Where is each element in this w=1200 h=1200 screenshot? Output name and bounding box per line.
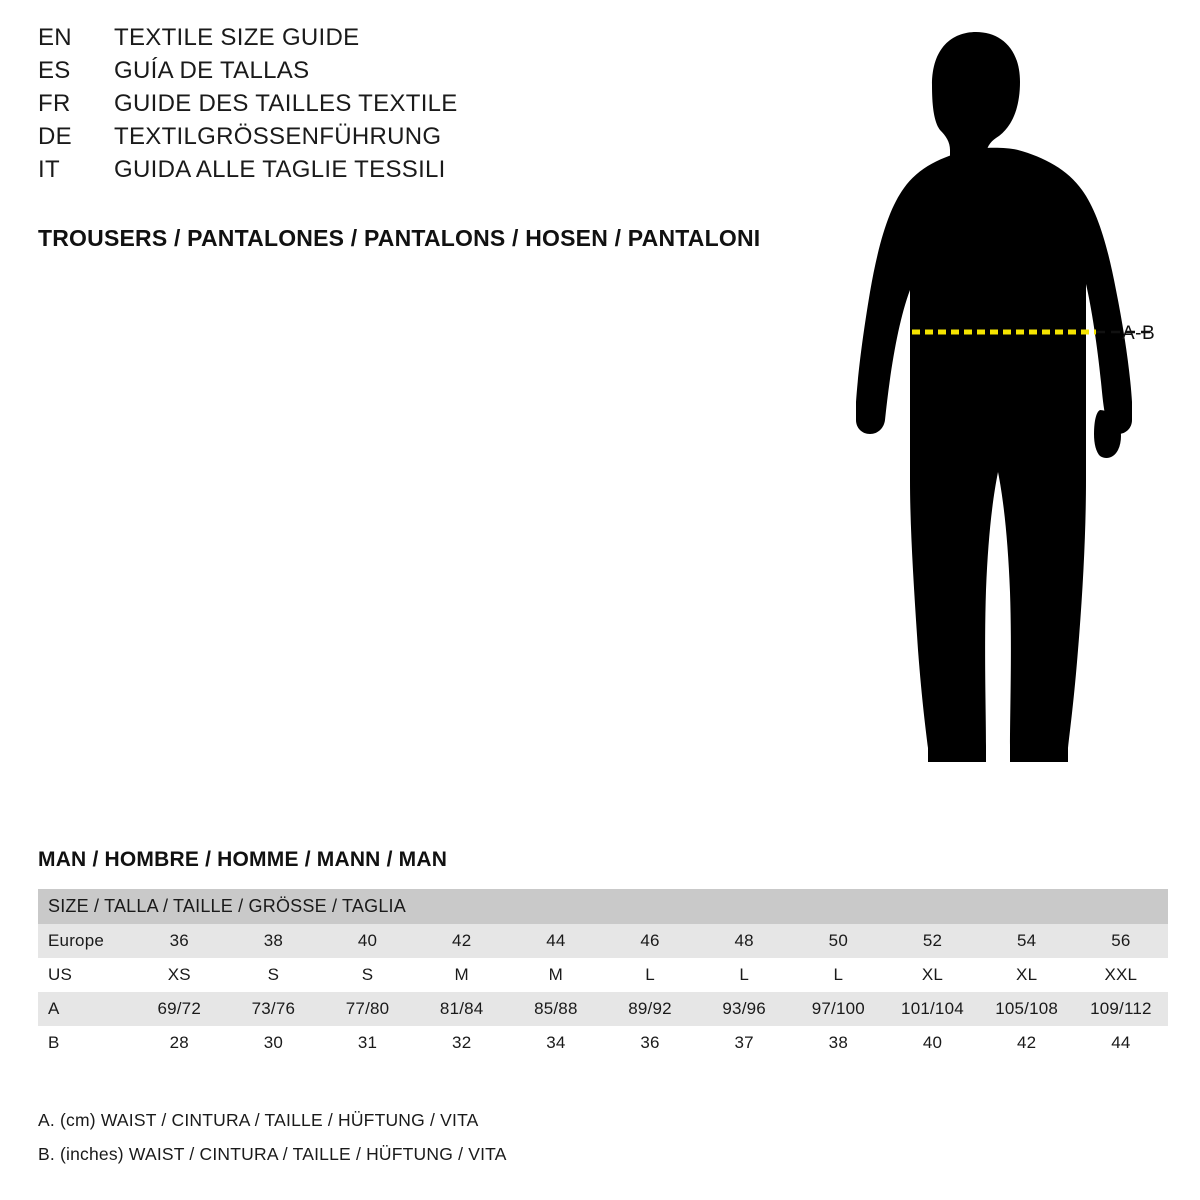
table-cell: 73/76 — [226, 992, 320, 1026]
table-row — [38, 1026, 1168, 1060]
male-silhouette-icon — [800, 10, 1200, 810]
language-code: DE — [38, 123, 72, 150]
language-code: ES — [38, 57, 71, 84]
language-title-block — [38, 26, 798, 191]
table-cell: 56 — [1074, 924, 1168, 958]
table-cell: 93/96 — [697, 992, 791, 1026]
table-cell: M — [415, 958, 509, 992]
table-cell: 38 — [226, 924, 320, 958]
size-table-section — [38, 848, 1168, 1060]
table-cell: 46 — [603, 924, 697, 958]
language-code: FR — [38, 90, 71, 117]
language-row — [38, 59, 798, 83]
row-label: Europe — [38, 924, 132, 958]
language-code: EN — [38, 24, 72, 51]
table-cell: L — [697, 958, 791, 992]
table-cell: S — [226, 958, 320, 992]
table-cell: 36 — [603, 1026, 697, 1060]
table-cell: 42 — [980, 1026, 1074, 1060]
table-row — [38, 924, 1168, 958]
row-label: US — [38, 958, 132, 992]
garment-type-line: TROUSERS / PANTALONES / PANTALONS / HOSEN / PANTALONI — [38, 225, 761, 251]
table-cell: 44 — [1074, 1026, 1168, 1060]
footnote-a: A. (cm) WAIST / CINTURA / TAILLE / HÜFTUNG / VITA — [38, 1110, 479, 1130]
table-cell: 89/92 — [603, 992, 697, 1026]
table-cell: 44 — [509, 924, 603, 958]
table-cell: XS — [132, 958, 226, 992]
table-cell: 85/88 — [509, 992, 603, 1026]
language-row — [38, 92, 798, 116]
table-row — [38, 992, 1168, 1026]
table-cell: 97/100 — [791, 992, 885, 1026]
table-cell: 69/72 — [132, 992, 226, 1026]
table-cell: S — [320, 958, 414, 992]
language-row — [38, 125, 798, 149]
table-cell: 109/112 — [1074, 992, 1168, 1026]
table-cell: 42 — [415, 924, 509, 958]
measure-label-ab: A-B — [1122, 323, 1156, 344]
table-row — [38, 958, 1168, 992]
language-title: TEXTILE SIZE GUIDE — [114, 24, 360, 51]
table-cell: 105/108 — [980, 992, 1074, 1026]
table-cell: L — [603, 958, 697, 992]
size-table — [38, 889, 1168, 1060]
table-cell: 54 — [980, 924, 1074, 958]
table-cell: XXL — [1074, 958, 1168, 992]
table-cell: 50 — [791, 924, 885, 958]
table-cell: 40 — [320, 924, 414, 958]
table-cell: 48 — [697, 924, 791, 958]
table-cell: 77/80 — [320, 992, 414, 1026]
language-title: GUÍA DE TALLAS — [114, 57, 310, 84]
language-row — [38, 26, 798, 50]
language-title: GUIDA ALLE TAGLIE TESSILI — [114, 156, 446, 183]
language-code: IT — [38, 156, 60, 183]
language-title: TEXTILGRÖSSENFÜHRUNG — [114, 123, 442, 150]
footnote-b: B. (inches) WAIST / CINTURA / TAILLE / HÜFTUNG / VITA — [38, 1144, 507, 1164]
table-cell: 40 — [885, 1026, 979, 1060]
table-cell: 30 — [226, 1026, 320, 1060]
table-cell: XL — [980, 958, 1074, 992]
table-cell: 34 — [509, 1026, 603, 1060]
table-cell: 81/84 — [415, 992, 509, 1026]
language-row — [38, 158, 798, 182]
footnotes — [38, 1110, 507, 1178]
table-cell: 28 — [132, 1026, 226, 1060]
table-cell: L — [791, 958, 885, 992]
table-cell: XL — [885, 958, 979, 992]
table-cell: 37 — [697, 1026, 791, 1060]
table-cell: 52 — [885, 924, 979, 958]
table-header-label: SIZE / TALLA / TAILLE / GRÖSSE / TAGLIA — [38, 889, 1168, 924]
table-cell: M — [509, 958, 603, 992]
figure-area — [800, 10, 1200, 810]
table-cell: 38 — [791, 1026, 885, 1060]
table-cell: 36 — [132, 924, 226, 958]
table-cell: 32 — [415, 1026, 509, 1060]
row-label: A — [38, 992, 132, 1026]
language-title: GUIDE DES TAILLES TEXTILE — [114, 90, 458, 117]
table-cell: 101/104 — [885, 992, 979, 1026]
table-header-row — [38, 889, 1168, 924]
table-cell: 31 — [320, 1026, 414, 1060]
row-label: B — [38, 1026, 132, 1060]
gender-title: MAN / HOMBRE / HOMME / MANN / MAN — [38, 848, 448, 871]
